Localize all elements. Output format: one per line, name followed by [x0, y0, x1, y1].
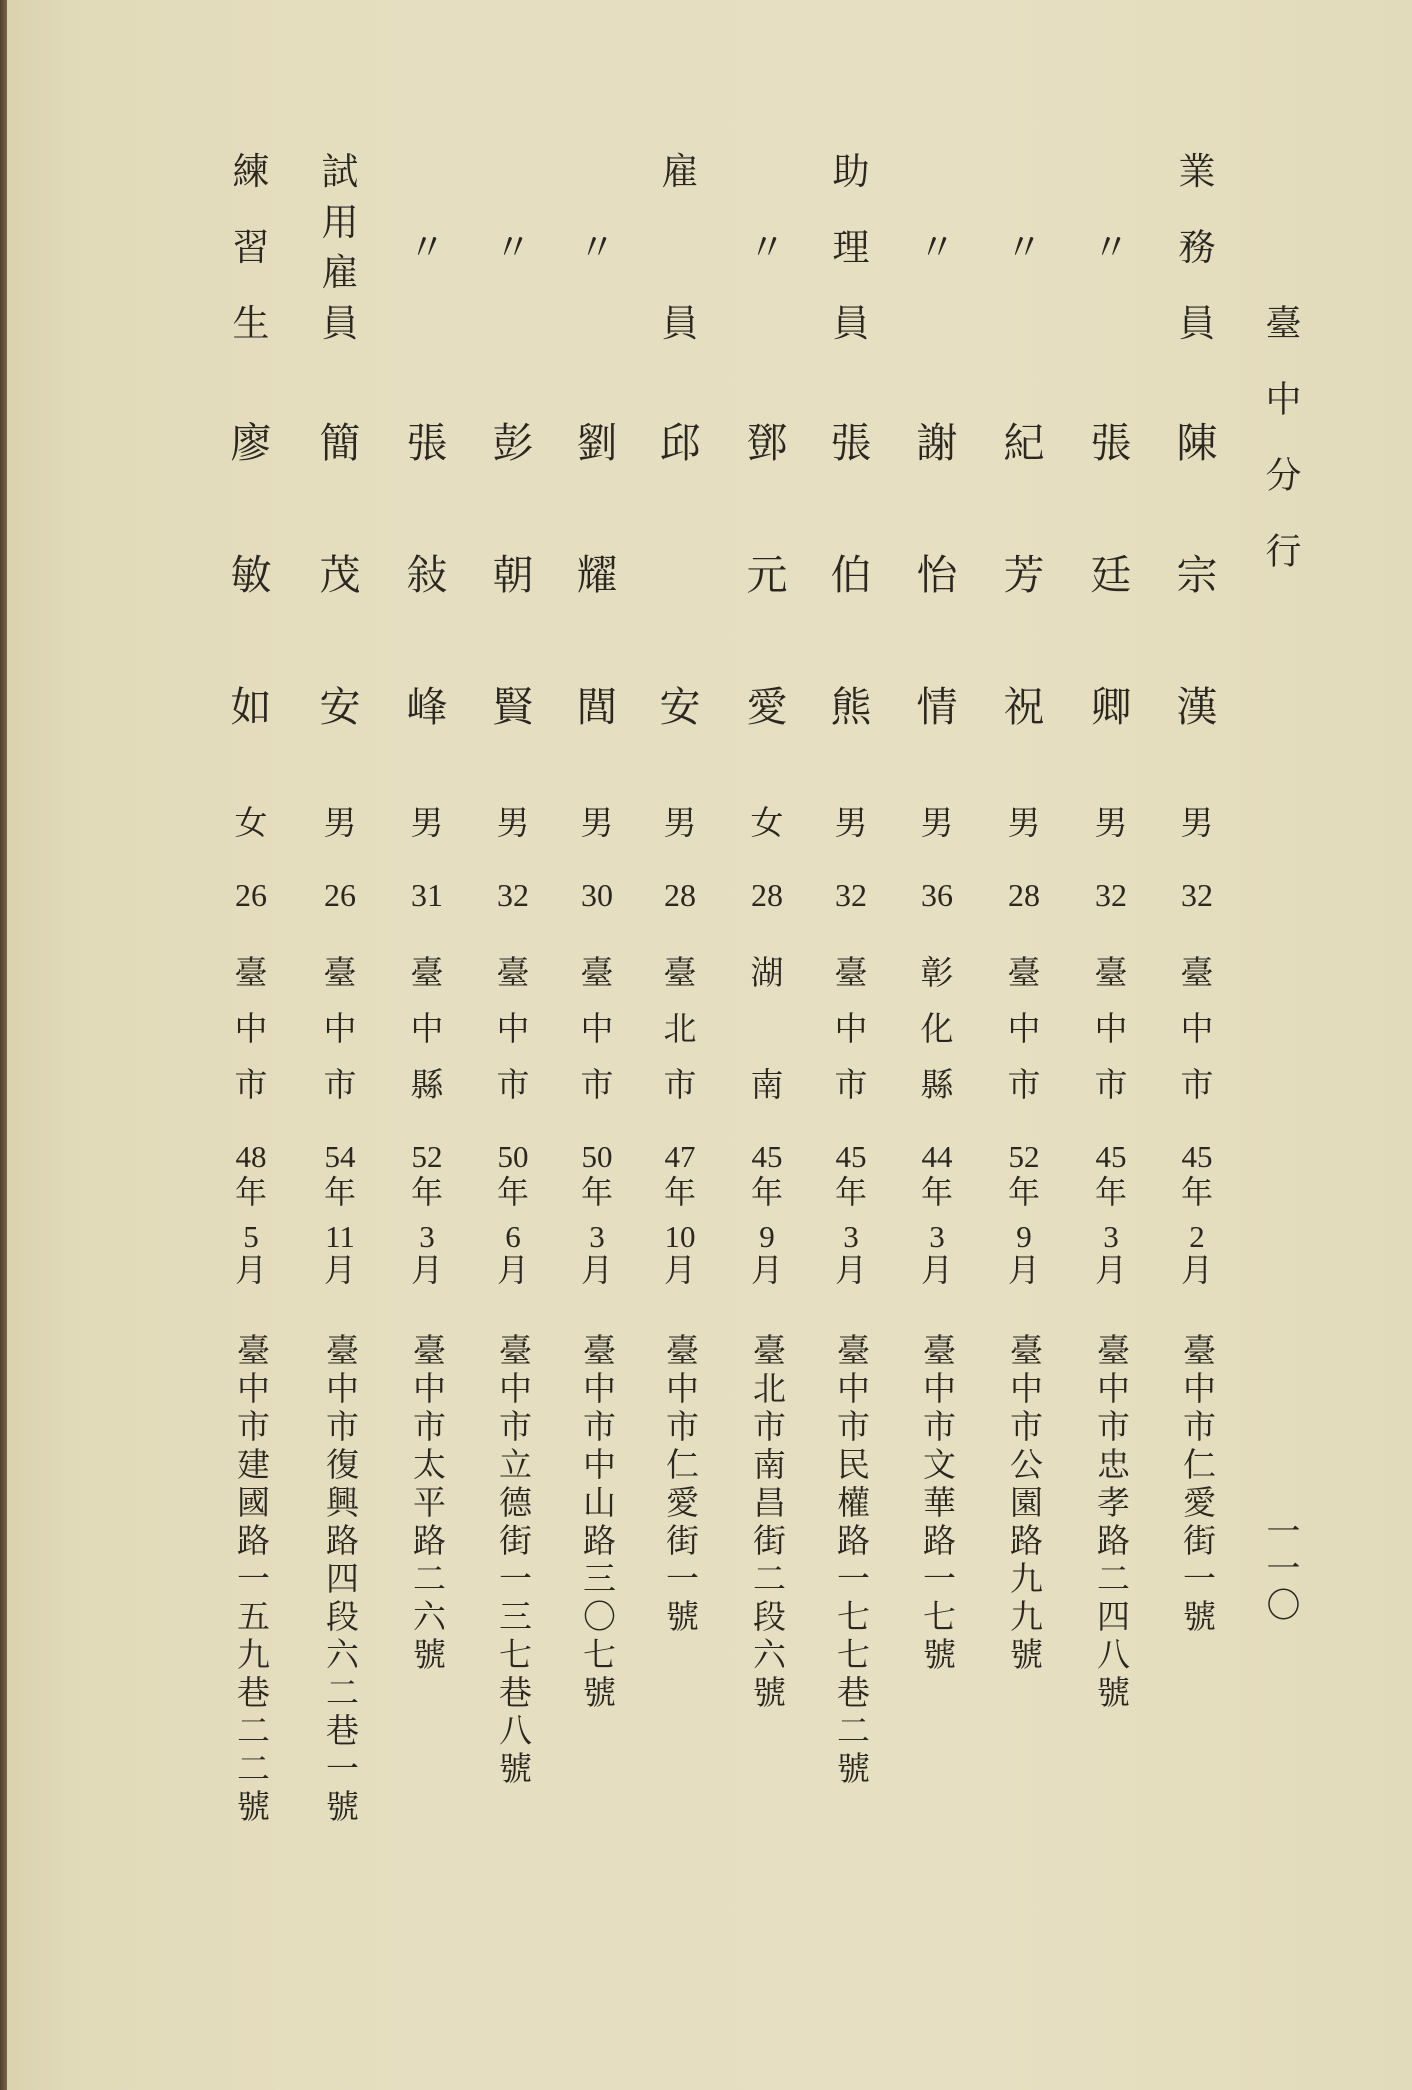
year-unit: 年 — [580, 1173, 613, 1211]
staff-sex: 女 — [750, 803, 784, 842]
glyph: 廷 — [1090, 551, 1132, 599]
glyph: 雇 — [321, 251, 359, 295]
glyph: 練 — [232, 150, 270, 193]
glyph: 張 — [406, 419, 448, 467]
staff-origin — [732, 955, 802, 1103]
glyph: 臺 — [1094, 953, 1128, 992]
staff-address: 臺中市民權路一七七巷二號 — [832, 1333, 871, 1789]
hire-year: 47 — [664, 1139, 696, 1174]
glyph: 卿 — [1090, 683, 1132, 731]
staff-sex: 男 — [410, 803, 444, 842]
glyph: 愛 — [746, 683, 788, 731]
staff-title — [562, 153, 632, 343]
glyph: 中 — [496, 1009, 530, 1048]
staff-sex: 男 — [323, 803, 357, 842]
staff-title — [902, 153, 972, 343]
hire-month: 6 — [505, 1219, 521, 1254]
staff-origin — [562, 955, 632, 1103]
glyph: 閭 — [576, 683, 618, 731]
staff-name — [732, 421, 802, 729]
month-unit: 月 — [750, 1251, 783, 1289]
glyph: 市 — [834, 1065, 868, 1104]
glyph: 張 — [830, 419, 872, 467]
staff-sex: 男 — [1094, 803, 1128, 842]
hire-month: 5 — [243, 1219, 259, 1254]
staff-name — [305, 421, 375, 729]
glyph: 〃 — [918, 226, 956, 269]
staff-origin — [989, 955, 1059, 1103]
staff-record — [216, 0, 286, 2090]
staff-record — [562, 0, 632, 2090]
glyph: 習 — [232, 226, 270, 269]
hire-year: 45 — [835, 1139, 867, 1174]
hire-year: 48 — [235, 1139, 267, 1174]
staff-address: 臺中市立德街一三七巷八號 — [494, 1333, 533, 1789]
glyph: 元 — [746, 551, 788, 599]
glyph: 務 — [1178, 226, 1216, 269]
staff-address: 臺中市建國路一五九巷二二號 — [232, 1333, 271, 1827]
glyph: 賢 — [492, 683, 534, 731]
glyph: 市 — [323, 1065, 357, 1104]
staff-title — [305, 150, 375, 345]
staff-hire-date — [732, 1140, 802, 1290]
glyph: 廖 — [230, 419, 272, 467]
glyph: 生 — [232, 302, 270, 345]
glyph: 員 — [321, 301, 359, 345]
staff-title — [392, 153, 462, 343]
glyph: 市 — [1007, 1065, 1041, 1104]
glyph: 員 — [832, 302, 870, 345]
staff-address: 臺北市南昌街二段六號 — [748, 1333, 787, 1713]
staff-hire-date — [478, 1140, 548, 1290]
staff-age: 30 — [581, 877, 613, 913]
glyph: 〃 — [578, 226, 616, 269]
glyph: 員 — [1178, 302, 1216, 345]
staff-record — [305, 0, 375, 2090]
glyph: 化 — [920, 1009, 954, 1048]
staff-age: 28 — [664, 877, 696, 913]
glyph: 祝 — [1003, 683, 1045, 731]
staff-age: 36 — [921, 877, 953, 913]
staff-age: 32 — [835, 877, 867, 913]
staff-address: 臺中市仁愛街一號 — [661, 1333, 700, 1637]
hire-year: 50 — [497, 1139, 529, 1174]
month-unit: 月 — [1180, 1251, 1213, 1289]
staff-record — [1076, 0, 1146, 2090]
month-unit: 月 — [1094, 1251, 1127, 1289]
staff-age: 26 — [235, 877, 267, 913]
month-unit: 月 — [834, 1251, 867, 1289]
hire-year: 45 — [751, 1139, 783, 1174]
staff-age: 28 — [751, 877, 783, 913]
hire-year: 52 — [1008, 1139, 1040, 1174]
year-unit: 年 — [496, 1173, 529, 1211]
staff-origin — [305, 955, 375, 1103]
hire-month: 3 — [843, 1219, 859, 1254]
glyph: 鄧 — [746, 419, 788, 467]
glyph: 安 — [659, 683, 701, 731]
glyph: 漢 — [1176, 683, 1218, 731]
staff-record — [989, 0, 1059, 2090]
staff-origin — [816, 955, 886, 1103]
staff-name — [989, 421, 1059, 729]
glyph: 臺 — [1007, 953, 1041, 992]
hire-year: 54 — [324, 1139, 356, 1174]
staff-sex: 男 — [496, 803, 530, 842]
glyph: 市 — [496, 1065, 530, 1104]
staff-hire-date — [216, 1140, 286, 1290]
glyph: 市 — [580, 1065, 614, 1104]
glyph: 臺 — [1180, 953, 1214, 992]
section-title: 臺中分行 — [1260, 304, 1301, 608]
year-unit: 年 — [1180, 1173, 1213, 1211]
glyph: 簡 — [319, 419, 361, 467]
staff-title — [1162, 150, 1232, 345]
staff-origin — [1162, 955, 1232, 1103]
hire-month: 3 — [1103, 1219, 1119, 1254]
glyph: 芳 — [1003, 551, 1045, 599]
glyph: 伯 — [830, 551, 872, 599]
glyph: 敏 — [230, 551, 272, 599]
month-unit: 月 — [410, 1251, 443, 1289]
staff-address: 臺中市忠孝路二四八號 — [1092, 1333, 1131, 1713]
staff-address: 臺中市仁愛街一號 — [1178, 1333, 1217, 1637]
hire-month: 11 — [325, 1219, 355, 1254]
staff-sex: 女 — [234, 803, 268, 842]
glyph: 南 — [750, 1065, 784, 1104]
glyph: 宗 — [1176, 551, 1218, 599]
glyph: 〃 — [494, 226, 532, 269]
glyph: 如 — [230, 683, 272, 731]
glyph: 怡 — [916, 551, 958, 599]
glyph: 助 — [832, 150, 870, 193]
month-unit: 月 — [496, 1251, 529, 1289]
staff-hire-date — [902, 1140, 972, 1290]
glyph: 陳 — [1176, 419, 1218, 467]
staff-hire-date — [816, 1140, 886, 1290]
glyph: 中 — [1094, 1009, 1128, 1048]
glyph: 北 — [663, 1009, 697, 1048]
glyph: 朝 — [492, 551, 534, 599]
glyph: 用 — [321, 200, 359, 244]
staff-hire-date — [1076, 1140, 1146, 1290]
glyph: 臺 — [496, 953, 530, 992]
glyph: 中 — [580, 1009, 614, 1048]
glyph: 邱 — [659, 419, 701, 467]
staff-origin — [902, 955, 972, 1103]
hire-month: 10 — [664, 1219, 696, 1254]
staff-hire-date — [562, 1140, 632, 1290]
staff-title — [645, 150, 715, 345]
staff-sex: 男 — [580, 803, 614, 842]
hire-year: 44 — [921, 1139, 953, 1174]
staff-hire-date — [305, 1140, 375, 1290]
staff-age: 28 — [1008, 877, 1040, 913]
staff-origin — [645, 955, 715, 1103]
staff-address: 臺中市復興路四段六二巷一號 — [321, 1333, 360, 1827]
glyph: 業 — [1178, 150, 1216, 193]
book-spine-edge — [0, 0, 7, 2090]
staff-record — [392, 0, 462, 2090]
glyph: 湖 — [750, 953, 784, 992]
glyph: 臺 — [663, 953, 697, 992]
staff-record — [1162, 0, 1232, 2090]
staff-address: 臺中市中山路三〇七號 — [578, 1333, 617, 1713]
glyph: 縣 — [410, 1065, 444, 1104]
staff-record — [645, 0, 715, 2090]
glyph: 試 — [321, 150, 359, 193]
year-unit: 年 — [920, 1173, 953, 1211]
glyph: 張 — [1090, 419, 1132, 467]
year-unit: 年 — [1007, 1173, 1040, 1211]
staff-title — [216, 150, 286, 345]
glyph: 〃 — [1092, 226, 1130, 269]
staff-name — [216, 421, 286, 729]
glyph: 臺 — [323, 953, 357, 992]
staff-title — [732, 153, 802, 343]
glyph: 熊 — [830, 683, 872, 731]
hire-year: 45 — [1181, 1139, 1213, 1174]
staff-sex: 男 — [834, 803, 868, 842]
glyph: 市 — [663, 1065, 697, 1104]
staff-record — [816, 0, 886, 2090]
glyph: 員 — [661, 302, 699, 345]
glyph: 〃 — [408, 226, 446, 269]
staff-sex: 男 — [920, 803, 954, 842]
glyph: 敍 — [406, 551, 448, 599]
staff-hire-date — [1162, 1140, 1232, 1290]
month-unit: 月 — [1007, 1251, 1040, 1289]
hire-year: 50 — [581, 1139, 613, 1174]
staff-name — [562, 421, 632, 729]
glyph: 情 — [916, 683, 958, 731]
staff-age: 31 — [411, 877, 443, 913]
glyph: 雇 — [661, 150, 699, 193]
staff-record — [902, 0, 972, 2090]
staff-hire-date — [989, 1140, 1059, 1290]
staff-title — [478, 153, 548, 343]
staff-name — [645, 421, 715, 729]
glyph: 縣 — [920, 1065, 954, 1104]
glyph: 謝 — [916, 419, 958, 467]
month-unit: 月 — [663, 1251, 696, 1289]
glyph: 市 — [234, 1065, 268, 1104]
glyph: 市 — [1180, 1065, 1214, 1104]
staff-name — [1076, 421, 1146, 729]
hire-year: 45 — [1095, 1139, 1127, 1174]
year-unit: 年 — [663, 1173, 696, 1211]
staff-record — [732, 0, 802, 2090]
staff-origin — [216, 955, 286, 1103]
staff-name — [478, 421, 548, 729]
glyph: 中 — [1180, 1009, 1214, 1048]
staff-address: 臺中市太平路二六號 — [408, 1333, 447, 1675]
staff-record — [478, 0, 548, 2090]
glyph: 中 — [323, 1009, 357, 1048]
hire-month: 2 — [1189, 1219, 1205, 1254]
glyph: 中 — [410, 1009, 444, 1048]
glyph: 臺 — [834, 953, 868, 992]
staff-hire-date — [392, 1140, 462, 1290]
staff-title — [816, 150, 886, 345]
glyph: 中 — [1007, 1009, 1041, 1048]
hire-month: 9 — [759, 1219, 775, 1254]
staff-age: 26 — [324, 877, 356, 913]
hire-month: 9 — [1016, 1219, 1032, 1254]
year-unit: 年 — [834, 1173, 867, 1211]
staff-origin — [478, 955, 548, 1103]
glyph: 彰 — [920, 953, 954, 992]
staff-origin — [1076, 955, 1146, 1103]
glyph: 中 — [834, 1009, 868, 1048]
staff-sex: 男 — [1180, 803, 1214, 842]
staff-address: 臺中市公園路九九號 — [1005, 1333, 1044, 1675]
staff-name — [816, 421, 886, 729]
glyph: 臺 — [410, 953, 444, 992]
year-unit: 年 — [323, 1173, 356, 1211]
glyph: 〃 — [1005, 226, 1043, 269]
glyph: 峰 — [406, 683, 448, 731]
glyph: 市 — [1094, 1065, 1128, 1104]
glyph: 理 — [832, 226, 870, 269]
month-unit: 月 — [323, 1251, 356, 1289]
glyph: 耀 — [576, 551, 618, 599]
glyph: 彭 — [492, 419, 534, 467]
glyph: 臺 — [580, 953, 614, 992]
glyph: 安 — [319, 683, 361, 731]
glyph: 中 — [234, 1009, 268, 1048]
staff-hire-date — [645, 1140, 715, 1290]
staff-age: 32 — [1095, 877, 1127, 913]
year-unit: 年 — [750, 1173, 783, 1211]
staff-address: 臺中市文華路一七號 — [918, 1333, 957, 1675]
staff-origin — [392, 955, 462, 1103]
staff-title — [1076, 153, 1146, 343]
month-unit: 月 — [580, 1251, 613, 1289]
staff-age: 32 — [1181, 877, 1213, 913]
staff-name — [392, 421, 462, 729]
year-unit: 年 — [1094, 1173, 1127, 1211]
staff-name — [1162, 421, 1232, 729]
month-unit: 月 — [234, 1251, 267, 1289]
glyph: 紀 — [1003, 419, 1045, 467]
staff-sex: 男 — [663, 803, 697, 842]
hire-month: 3 — [589, 1219, 605, 1254]
glyph: 〃 — [748, 226, 786, 269]
staff-sex: 男 — [1007, 803, 1041, 842]
hire-month: 3 — [419, 1219, 435, 1254]
page-number: 一一〇 — [1260, 1513, 1300, 1624]
glyph: 茂 — [319, 551, 361, 599]
year-unit: 年 — [234, 1173, 267, 1211]
staff-age: 32 — [497, 877, 529, 913]
hire-month: 3 — [929, 1219, 945, 1254]
year-unit: 年 — [410, 1173, 443, 1211]
staff-name — [902, 421, 972, 729]
staff-title — [989, 153, 1059, 343]
hire-year: 52 — [411, 1139, 443, 1174]
month-unit: 月 — [920, 1251, 953, 1289]
glyph: 劉 — [576, 419, 618, 467]
glyph: 臺 — [234, 953, 268, 992]
